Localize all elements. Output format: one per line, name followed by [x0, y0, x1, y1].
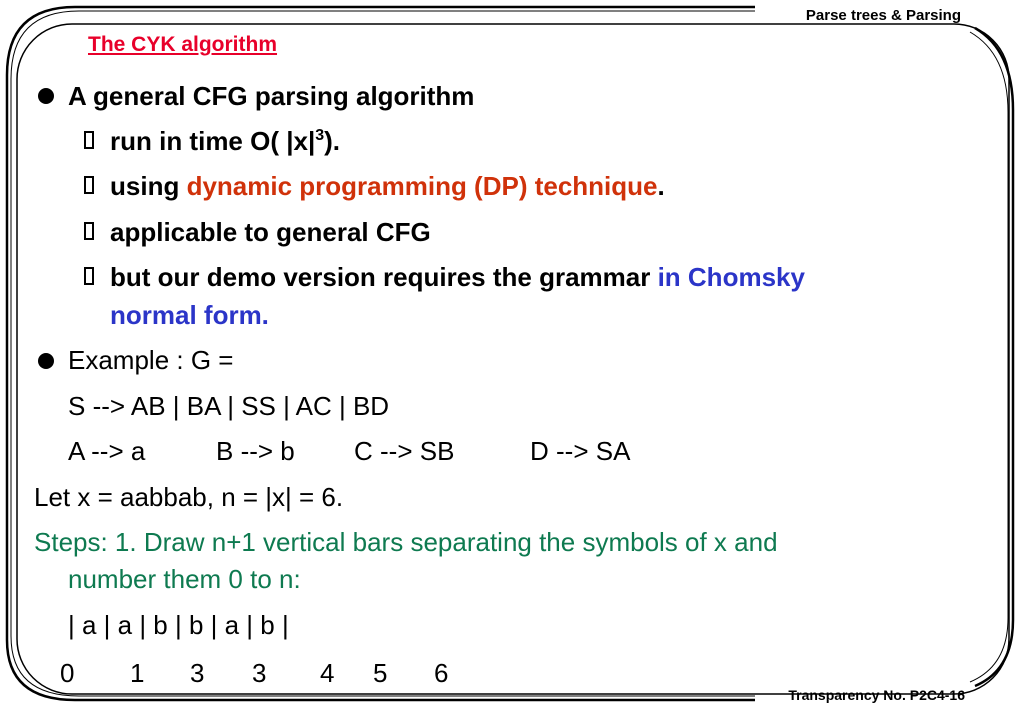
position-number: 3: [190, 658, 205, 688]
transparency-number: Transparency No. P2C4-16: [788, 687, 965, 703]
position-number: 0: [60, 658, 75, 688]
bullet-dot: [38, 353, 54, 369]
position-number: 4: [320, 658, 335, 688]
steps-line-1: Steps: 1. Draw n+1 vertical bars separating the symbols of x and: [34, 527, 778, 557]
sub-bullet-marker: [84, 176, 94, 194]
grammar-rule-s: S --> AB | BA | SS | AC | BD: [68, 391, 390, 421]
sub-bullet-chomsky: but our demo version requires the grammar in Chomsky: [110, 262, 805, 292]
position-number: 1: [130, 658, 145, 688]
bullet-general-cfg: A general CFG parsing algorithm: [68, 81, 475, 111]
position-number: 6: [434, 658, 449, 688]
sub-bullet-marker: [84, 131, 94, 149]
bullet-dot: [38, 88, 54, 104]
position-number: 3: [252, 658, 267, 688]
sub-bullet-dp: using dynamic programming (DP) technique.: [110, 171, 665, 201]
steps-line-2: number them 0 to n:: [68, 564, 301, 594]
sub-bullet-chomsky-cont: normal form.: [110, 300, 269, 330]
grammar-rule-b: B --> b: [216, 436, 295, 466]
let-x-line: Let x = aabbab, n = |x| = 6.: [34, 482, 344, 512]
grammar-rule-d: D --> SA: [530, 436, 631, 466]
section-header: Parse trees & Parsing: [805, 7, 961, 24]
slide-title: The CYK algorithm: [88, 33, 278, 56]
sub-bullet-general: applicable to general CFG: [110, 217, 431, 247]
example-heading: Example : G =: [68, 345, 234, 375]
bars-symbols-line: | a | a | b | b | a | b |: [68, 610, 289, 640]
grammar-rule-c: C --> SB: [354, 436, 455, 466]
sub-bullet-runtime: run in time O( $|x|^3$).: [110, 126, 341, 156]
grammar-rule-a: A --> a: [68, 436, 146, 466]
sub-bullet-marker: [84, 222, 94, 240]
position-number: 5: [373, 658, 388, 688]
sub-bullet-marker: [84, 267, 94, 285]
